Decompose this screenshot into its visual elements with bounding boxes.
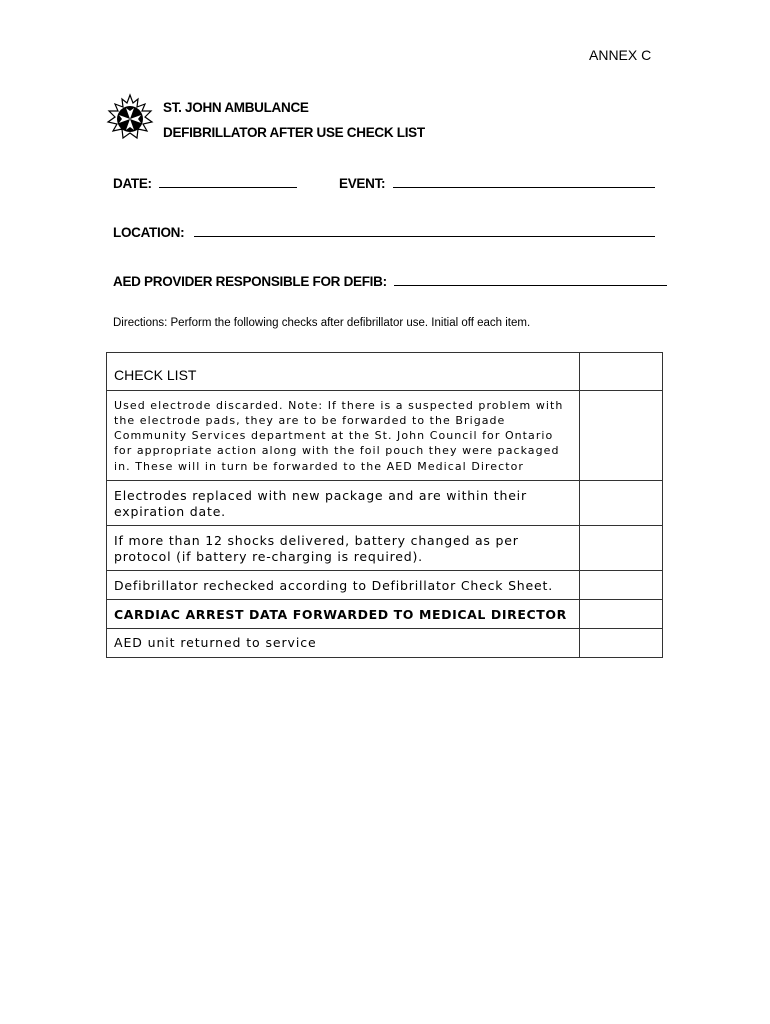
date-blank[interactable] bbox=[159, 175, 297, 188]
event-field bbox=[339, 175, 655, 191]
date-label: DATE: bbox=[113, 176, 152, 191]
provider-field bbox=[113, 273, 667, 289]
date-field bbox=[113, 175, 297, 191]
form-title: DEFIBRILLATOR AFTER USE CHECK LIST bbox=[163, 125, 425, 140]
checklist-row bbox=[107, 599, 663, 628]
checklist-item-battery-changed: If more than 12 shocks delivered, battery changed as per protocol (if battery re-charging is required). bbox=[107, 525, 580, 570]
annex-label: ANNEX C bbox=[589, 47, 652, 63]
maltese-cross-maple-leaf-icon bbox=[105, 93, 155, 143]
initial-cell[interactable] bbox=[580, 628, 663, 657]
initial-cell-header bbox=[580, 353, 663, 391]
checklist-item-electrode-discarded: Used electrode discarded. Note: If there is a suspected problem with the electrode pads, they are to be forwarded to the Brigade Community Services department at the St. John Council for Ontario for appropriate action along with the foil pouch they were packaged in. These will in turn be forwarded to the AED Medical Director bbox=[107, 390, 580, 480]
event-label: EVENT: bbox=[339, 176, 386, 191]
event-blank[interactable] bbox=[393, 175, 655, 188]
checklist-header-row bbox=[107, 353, 663, 391]
checklist-row bbox=[107, 628, 663, 657]
provider-label: AED PROVIDER RESPONSIBLE FOR DEFIB: bbox=[113, 274, 387, 289]
checklist-row bbox=[107, 480, 663, 525]
directions-text: Directions: Perform the following checks after defibrillator use. Initial off each item. bbox=[113, 317, 531, 329]
checklist-item-data-forwarded: CARDIAC ARREST DATA FORWARDED TO MEDICAL DIRECTOR bbox=[107, 599, 580, 628]
checklist-row bbox=[107, 525, 663, 570]
provider-blank[interactable] bbox=[394, 273, 667, 286]
checklist-heading: CHECK LIST bbox=[107, 353, 580, 391]
location-field bbox=[113, 224, 655, 240]
initial-cell[interactable] bbox=[580, 599, 663, 628]
initial-cell[interactable] bbox=[580, 480, 663, 525]
location-blank[interactable] bbox=[194, 224, 655, 237]
checklist-item-returned-to-service: AED unit returned to service bbox=[107, 628, 580, 657]
checklist-table bbox=[106, 352, 663, 658]
checklist-row bbox=[107, 570, 663, 599]
checklist-item-defib-rechecked: Defibrillator rechecked according to Defibrillator Check Sheet. bbox=[107, 570, 580, 599]
initial-cell[interactable] bbox=[580, 390, 663, 480]
checklist-item-electrodes-replaced: Electrodes replaced with new package and are within their expiration date. bbox=[107, 480, 580, 525]
organization-name: ST. JOHN AMBULANCE bbox=[163, 100, 309, 115]
location-label: LOCATION: bbox=[113, 225, 185, 240]
initial-cell[interactable] bbox=[580, 570, 663, 599]
checklist-row bbox=[107, 390, 663, 480]
initial-cell[interactable] bbox=[580, 525, 663, 570]
